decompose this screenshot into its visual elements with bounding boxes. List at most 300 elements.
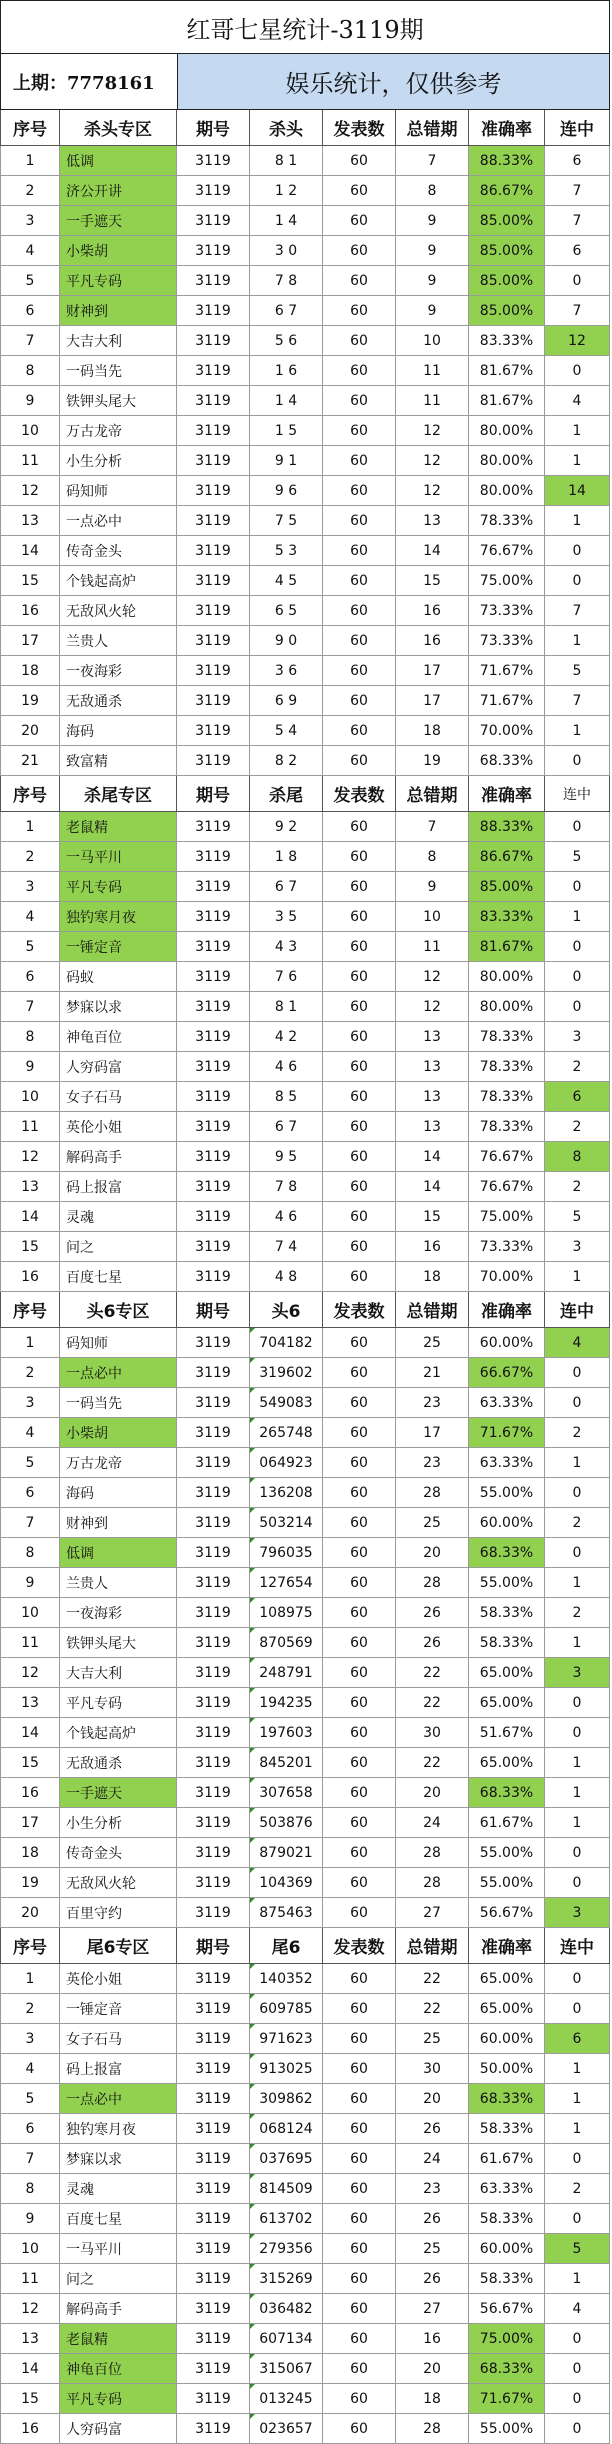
cell-number: 104369 — [250, 1868, 323, 1898]
cell-name: 神龟百位 — [60, 2354, 177, 2384]
cell-posts: 60 — [323, 1232, 396, 1262]
cell-seq: 6 — [0, 1478, 60, 1508]
cell-streak: 0 — [545, 1358, 610, 1388]
cell-errors: 17 — [396, 656, 469, 686]
cell-streak: 0 — [545, 962, 610, 992]
cell-period: 3119 — [177, 2234, 250, 2264]
cell-posts: 60 — [323, 2324, 396, 2354]
cell-period: 3119 — [177, 1388, 250, 1418]
cell-accuracy: 80.00% — [469, 446, 545, 476]
cell-posts: 60 — [323, 1388, 396, 1418]
cell-name: 解码高手 — [60, 1142, 177, 1172]
cell-name: 灵魂 — [60, 2174, 177, 2204]
column-header-streak: 连中 — [545, 110, 610, 146]
cell-seq: 17 — [0, 626, 60, 656]
cell-errors: 26 — [396, 1598, 469, 1628]
cell-number: 8 5 — [250, 1082, 323, 1112]
cell-errors: 8 — [396, 176, 469, 206]
cell-number: 6 7 — [250, 872, 323, 902]
cell-errors: 22 — [396, 1994, 469, 2024]
cell-errors: 30 — [396, 1718, 469, 1748]
cell-posts: 60 — [323, 872, 396, 902]
cell-seq: 6 — [0, 962, 60, 992]
cell-streak: 7 — [545, 596, 610, 626]
cell-number: 8 2 — [250, 746, 323, 776]
cell-name: 万古龙帝 — [60, 416, 177, 446]
cell-number: 549083 — [250, 1388, 323, 1418]
cell-errors: 25 — [396, 1328, 469, 1358]
cell-period: 3119 — [177, 236, 250, 266]
cell-number: 6 7 — [250, 1112, 323, 1142]
cell-accuracy: 61.67% — [469, 2144, 545, 2174]
cell-number: 3 6 — [250, 656, 323, 686]
cell-streak: 0 — [545, 2324, 610, 2354]
cell-posts: 60 — [323, 902, 396, 932]
cell-errors: 26 — [396, 2114, 469, 2144]
cell-period: 3119 — [177, 206, 250, 236]
cell-posts: 60 — [323, 1868, 396, 1898]
cell-name: 码知师 — [60, 1328, 177, 1358]
cell-accuracy: 81.67% — [469, 932, 545, 962]
cell-errors: 16 — [396, 1232, 469, 1262]
cell-posts: 60 — [323, 1112, 396, 1142]
cell-seq: 12 — [0, 476, 60, 506]
cell-period: 3119 — [177, 356, 250, 386]
cell-errors: 11 — [396, 356, 469, 386]
cell-streak: 0 — [545, 1994, 610, 2024]
cell-accuracy: 55.00% — [469, 1568, 545, 1598]
cell-name: 一锤定音 — [60, 1994, 177, 2024]
cell-accuracy: 73.33% — [469, 596, 545, 626]
cell-seq: 5 — [0, 2084, 60, 2114]
column-header-period: 期号 — [177, 1928, 250, 1964]
cell-seq: 9 — [0, 2204, 60, 2234]
cell-period: 3119 — [177, 1232, 250, 1262]
cell-period: 3119 — [177, 1142, 250, 1172]
cell-errors: 27 — [396, 2294, 469, 2324]
cell-streak: 3 — [545, 1658, 610, 1688]
cell-posts: 60 — [323, 146, 396, 176]
cell-number: 140352 — [250, 1964, 323, 1994]
cell-errors: 9 — [396, 206, 469, 236]
cell-errors: 28 — [396, 1568, 469, 1598]
cell-posts: 60 — [323, 206, 396, 236]
cell-streak: 0 — [545, 1478, 610, 1508]
cell-seq: 10 — [0, 1598, 60, 1628]
column-header-streak: 连中 — [545, 1292, 610, 1328]
cell-posts: 60 — [323, 1808, 396, 1838]
cell-accuracy: 68.33% — [469, 2084, 545, 2114]
cell-streak: 6 — [545, 1082, 610, 1112]
cell-accuracy: 85.00% — [469, 872, 545, 902]
cell-posts: 60 — [323, 1478, 396, 1508]
cell-errors: 10 — [396, 326, 469, 356]
cell-streak: 0 — [545, 536, 610, 566]
cell-streak: 1 — [545, 1748, 610, 1778]
cell-posts: 60 — [323, 2144, 396, 2174]
cell-period: 3119 — [177, 686, 250, 716]
cell-posts: 60 — [323, 2384, 396, 2414]
cell-period: 3119 — [177, 902, 250, 932]
cell-period: 3119 — [177, 2264, 250, 2294]
cell-seq: 7 — [0, 992, 60, 1022]
cell-errors: 13 — [396, 1052, 469, 1082]
cell-accuracy: 58.33% — [469, 2204, 545, 2234]
cell-streak: 0 — [545, 872, 610, 902]
cell-seq: 15 — [0, 1748, 60, 1778]
cell-seq: 5 — [0, 932, 60, 962]
cell-seq: 1 — [0, 1964, 60, 1994]
cell-posts: 60 — [323, 1202, 396, 1232]
cell-accuracy: 55.00% — [469, 1478, 545, 1508]
cell-name: 平凡专码 — [60, 1688, 177, 1718]
cell-posts: 60 — [323, 962, 396, 992]
cell-accuracy: 85.00% — [469, 296, 545, 326]
cell-streak: 1 — [545, 2054, 610, 2084]
cell-name: 码上报富 — [60, 1172, 177, 1202]
cell-period: 3119 — [177, 1418, 250, 1448]
cell-accuracy: 71.67% — [469, 686, 545, 716]
cell-seq: 20 — [0, 716, 60, 746]
cell-posts: 60 — [323, 842, 396, 872]
cell-accuracy: 56.67% — [469, 1898, 545, 1928]
stats-section — [0, 1928, 610, 2444]
cell-seq: 19 — [0, 1868, 60, 1898]
cell-posts: 60 — [323, 266, 396, 296]
cell-accuracy: 66.67% — [469, 1358, 545, 1388]
cell-name: 英伦小姐 — [60, 1112, 177, 1142]
cell-number: 064923 — [250, 1448, 323, 1478]
cell-posts: 60 — [323, 1082, 396, 1112]
cell-accuracy: 88.33% — [469, 812, 545, 842]
cell-number: 814509 — [250, 2174, 323, 2204]
info-bar — [0, 54, 610, 110]
cell-errors: 15 — [396, 1202, 469, 1232]
cell-seq: 14 — [0, 2354, 60, 2384]
cell-accuracy: 80.00% — [469, 416, 545, 446]
cell-errors: 12 — [396, 416, 469, 446]
cell-posts: 60 — [323, 626, 396, 656]
column-header-errors: 总错期 — [396, 1928, 469, 1964]
cell-posts: 60 — [323, 2054, 396, 2084]
cell-errors: 9 — [396, 236, 469, 266]
cell-seq: 16 — [0, 596, 60, 626]
cell-name: 独钓寒月夜 — [60, 902, 177, 932]
cell-posts: 60 — [323, 566, 396, 596]
cell-name: 一锤定音 — [60, 932, 177, 962]
cell-number: 307658 — [250, 1778, 323, 1808]
cell-seq: 3 — [0, 206, 60, 236]
cell-posts: 60 — [323, 1328, 396, 1358]
cell-errors: 14 — [396, 1142, 469, 1172]
cell-number: 3 5 — [250, 902, 323, 932]
column-header-period: 期号 — [177, 776, 250, 812]
cell-posts: 60 — [323, 296, 396, 326]
cell-posts: 60 — [323, 716, 396, 746]
cell-seq: 21 — [0, 746, 60, 776]
cell-seq: 10 — [0, 2234, 60, 2264]
cell-period: 3119 — [177, 1628, 250, 1658]
cell-number: 248791 — [250, 1658, 323, 1688]
cell-streak: 0 — [545, 1388, 610, 1418]
cell-number: 8 1 — [250, 146, 323, 176]
cell-number: 845201 — [250, 1748, 323, 1778]
cell-posts: 60 — [323, 812, 396, 842]
cell-streak: 2 — [545, 1418, 610, 1448]
cell-period: 3119 — [177, 1478, 250, 1508]
cell-number: 1 6 — [250, 356, 323, 386]
cell-name: 财神到 — [60, 1508, 177, 1538]
cell-seq: 18 — [0, 656, 60, 686]
cell-name: 致富精 — [60, 746, 177, 776]
cell-number: 315269 — [250, 2264, 323, 2294]
cell-seq: 8 — [0, 2174, 60, 2204]
cell-number: 6 9 — [250, 686, 323, 716]
cell-streak: 1 — [545, 506, 610, 536]
cell-period: 3119 — [177, 1538, 250, 1568]
cell-posts: 60 — [323, 1142, 396, 1172]
cell-number: 7 4 — [250, 1232, 323, 1262]
cell-accuracy: 70.00% — [469, 716, 545, 746]
cell-name: 平凡专码 — [60, 266, 177, 296]
cell-seq: 9 — [0, 1568, 60, 1598]
cell-seq: 13 — [0, 1172, 60, 1202]
cell-accuracy: 65.00% — [469, 1748, 545, 1778]
cell-seq: 13 — [0, 2324, 60, 2354]
cell-posts: 60 — [323, 2264, 396, 2294]
cell-posts: 60 — [323, 656, 396, 686]
cell-posts: 60 — [323, 1898, 396, 1928]
cell-number: 9 0 — [250, 626, 323, 656]
cell-streak: 6 — [545, 2024, 610, 2054]
cell-number: 971623 — [250, 2024, 323, 2054]
cell-period: 3119 — [177, 1508, 250, 1538]
cell-errors: 20 — [396, 2084, 469, 2114]
cell-errors: 20 — [396, 1778, 469, 1808]
cell-seq: 13 — [0, 1688, 60, 1718]
cell-number: 265748 — [250, 1418, 323, 1448]
cell-number: 607134 — [250, 2324, 323, 2354]
cell-streak: 8 — [545, 1142, 610, 1172]
cell-streak: 3 — [545, 1022, 610, 1052]
cell-number: 875463 — [250, 1898, 323, 1928]
cell-period: 3119 — [177, 842, 250, 872]
cell-seq: 6 — [0, 296, 60, 326]
cell-name: 一夜海彩 — [60, 1598, 177, 1628]
cell-posts: 60 — [323, 992, 396, 1022]
cell-errors: 26 — [396, 1628, 469, 1658]
cell-posts: 60 — [323, 536, 396, 566]
cell-accuracy: 68.33% — [469, 746, 545, 776]
cell-streak: 0 — [545, 2144, 610, 2174]
cell-seq: 14 — [0, 536, 60, 566]
cell-number: 023657 — [250, 2414, 323, 2444]
cell-streak: 1 — [545, 626, 610, 656]
cell-streak: 0 — [545, 2414, 610, 2444]
cell-period: 3119 — [177, 1262, 250, 1292]
cell-streak: 7 — [545, 296, 610, 326]
cell-accuracy: 80.00% — [469, 476, 545, 506]
column-header-name: 头6专区 — [60, 1292, 177, 1328]
cell-seq: 16 — [0, 2414, 60, 2444]
column-header-number: 头6 — [250, 1292, 323, 1328]
cell-name: 梦寐以求 — [60, 992, 177, 1022]
cell-errors: 13 — [396, 1082, 469, 1112]
cell-streak: 1 — [545, 716, 610, 746]
cell-name: 大吉大利 — [60, 1658, 177, 1688]
cell-accuracy: 85.00% — [469, 236, 545, 266]
cell-name: 人穷码富 — [60, 2414, 177, 2444]
cell-errors: 13 — [396, 1022, 469, 1052]
cell-errors: 9 — [396, 266, 469, 296]
cell-posts: 60 — [323, 932, 396, 962]
cell-period: 3119 — [177, 1748, 250, 1778]
cell-streak: 0 — [545, 266, 610, 296]
cell-posts: 60 — [323, 416, 396, 446]
cell-streak: 7 — [545, 206, 610, 236]
cell-number: 609785 — [250, 1994, 323, 2024]
cell-period: 3119 — [177, 1172, 250, 1202]
cell-seq: 6 — [0, 2114, 60, 2144]
cell-errors: 8 — [396, 842, 469, 872]
cell-name: 百度七星 — [60, 2204, 177, 2234]
column-header-posts: 发表数 — [323, 110, 396, 146]
cell-name: 海码 — [60, 1478, 177, 1508]
cell-period: 3119 — [177, 2084, 250, 2114]
cell-accuracy: 70.00% — [469, 1262, 545, 1292]
cell-posts: 60 — [323, 1418, 396, 1448]
cell-name: 百度七星 — [60, 1262, 177, 1292]
cell-accuracy: 65.00% — [469, 1658, 545, 1688]
cell-errors: 18 — [396, 2384, 469, 2414]
cell-seq: 12 — [0, 1142, 60, 1172]
cell-errors: 18 — [396, 1262, 469, 1292]
cell-posts: 60 — [323, 2114, 396, 2144]
column-header-name: 杀尾专区 — [60, 776, 177, 812]
cell-posts: 60 — [323, 176, 396, 206]
cell-period: 3119 — [177, 1112, 250, 1142]
cell-name: 独钓寒月夜 — [60, 2114, 177, 2144]
column-header-number: 杀头 — [250, 110, 323, 146]
cell-streak: 1 — [545, 1628, 610, 1658]
cell-number: 7 8 — [250, 266, 323, 296]
cell-errors: 11 — [396, 932, 469, 962]
cell-posts: 60 — [323, 2174, 396, 2204]
cell-name: 神龟百位 — [60, 1022, 177, 1052]
cell-seq: 9 — [0, 386, 60, 416]
cell-accuracy: 73.33% — [469, 626, 545, 656]
cell-errors: 16 — [396, 2324, 469, 2354]
cell-streak: 5 — [545, 842, 610, 872]
cell-errors: 28 — [396, 1868, 469, 1898]
cell-seq: 11 — [0, 1628, 60, 1658]
cell-seq: 8 — [0, 356, 60, 386]
cell-accuracy: 68.33% — [469, 1538, 545, 1568]
cell-errors: 22 — [396, 1688, 469, 1718]
cell-number: 8 1 — [250, 992, 323, 1022]
cell-posts: 60 — [323, 1628, 396, 1658]
column-header-posts: 发表数 — [323, 1292, 396, 1328]
cell-number: 1 8 — [250, 842, 323, 872]
column-header-accuracy: 准确率 — [469, 1928, 545, 1964]
cell-posts: 60 — [323, 1964, 396, 1994]
cell-errors: 22 — [396, 1964, 469, 1994]
cell-number: 7 5 — [250, 506, 323, 536]
cell-period: 3119 — [177, 962, 250, 992]
cell-accuracy: 50.00% — [469, 2054, 545, 2084]
cell-errors: 9 — [396, 296, 469, 326]
cell-posts: 60 — [323, 356, 396, 386]
cell-period: 3119 — [177, 1778, 250, 1808]
column-header-name: 尾6专区 — [60, 1928, 177, 1964]
cell-errors: 15 — [396, 566, 469, 596]
cell-streak: 5 — [545, 2234, 610, 2264]
cell-number: 7 6 — [250, 962, 323, 992]
cell-posts: 60 — [323, 1658, 396, 1688]
cell-errors: 18 — [396, 716, 469, 746]
cell-seq: 2 — [0, 176, 60, 206]
cell-number: 4 6 — [250, 1052, 323, 1082]
cell-errors: 26 — [396, 2204, 469, 2234]
cell-seq: 4 — [0, 2054, 60, 2084]
cell-seq: 18 — [0, 1838, 60, 1868]
cell-streak: 0 — [545, 812, 610, 842]
cell-name: 一马平川 — [60, 2234, 177, 2264]
cell-name: 老鼠精 — [60, 812, 177, 842]
cell-period: 3119 — [177, 2354, 250, 2384]
cell-seq: 4 — [0, 902, 60, 932]
cell-streak: 1 — [545, 1262, 610, 1292]
cell-period: 3119 — [177, 1898, 250, 1928]
cell-streak: 14 — [545, 476, 610, 506]
cell-errors: 7 — [396, 812, 469, 842]
cell-name: 码知师 — [60, 476, 177, 506]
cell-seq: 16 — [0, 1262, 60, 1292]
cell-accuracy: 63.33% — [469, 2174, 545, 2204]
cell-seq: 15 — [0, 566, 60, 596]
cell-errors: 13 — [396, 506, 469, 536]
column-header-posts: 发表数 — [323, 776, 396, 812]
cell-name: 一手遮天 — [60, 206, 177, 236]
cell-accuracy: 65.00% — [469, 1994, 545, 2024]
last-period-label: 上期：7778161 — [0, 54, 178, 110]
cell-posts: 60 — [323, 326, 396, 356]
cell-number: 194235 — [250, 1688, 323, 1718]
cell-posts: 60 — [323, 1778, 396, 1808]
cell-streak: 0 — [545, 1964, 610, 1994]
cell-period: 3119 — [177, 176, 250, 206]
page-title: 红哥七星统计-3119期 — [0, 0, 610, 54]
cell-errors: 30 — [396, 2054, 469, 2084]
cell-accuracy: 55.00% — [469, 1838, 545, 1868]
cell-streak: 0 — [545, 1688, 610, 1718]
cell-accuracy: 76.67% — [469, 536, 545, 566]
column-header-accuracy: 准确率 — [469, 110, 545, 146]
cell-number: 036482 — [250, 2294, 323, 2324]
cell-errors: 22 — [396, 1658, 469, 1688]
cell-number: 4 5 — [250, 566, 323, 596]
cell-period: 3119 — [177, 416, 250, 446]
cell-seq: 14 — [0, 1718, 60, 1748]
cell-posts: 60 — [323, 236, 396, 266]
column-header-seq: 序号 — [0, 1292, 60, 1328]
cell-errors: 20 — [396, 1538, 469, 1568]
cell-period: 3119 — [177, 2294, 250, 2324]
cell-seq: 7 — [0, 326, 60, 356]
cell-accuracy: 78.33% — [469, 506, 545, 536]
cell-number: 127654 — [250, 1568, 323, 1598]
cell-name: 小柴胡 — [60, 1418, 177, 1448]
